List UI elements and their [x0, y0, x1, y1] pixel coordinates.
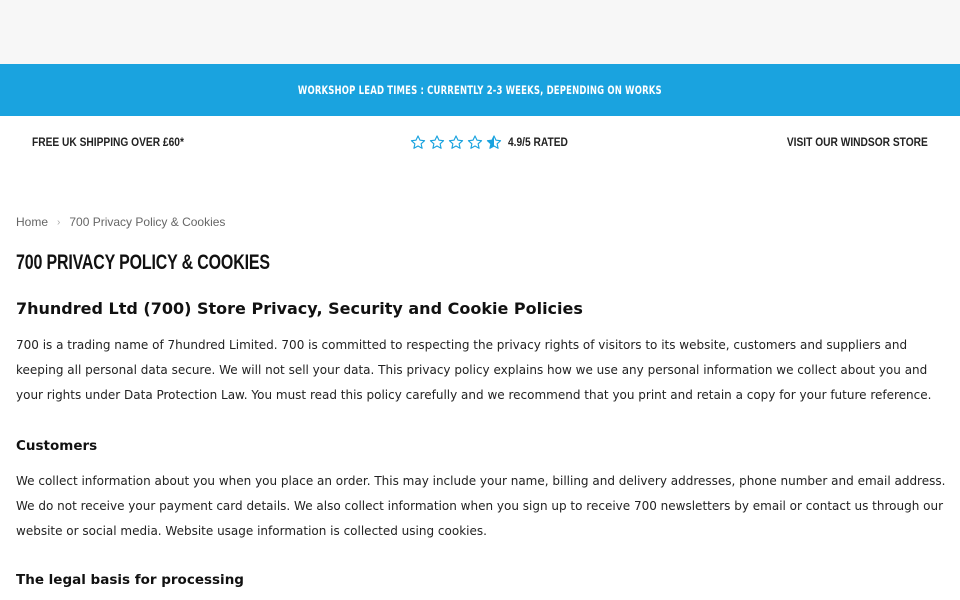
free-shipping-usp[interactable]: FREE UK SHIPPING OVER £60*	[32, 135, 184, 149]
usp-bar	[0, 116, 960, 170]
top-header-bar	[0, 0, 960, 64]
windsor-store-link[interactable]: VISIT OUR WINDSOR STORE	[787, 135, 928, 149]
star-icon	[410, 135, 426, 149]
rating-usp[interactable]	[410, 135, 578, 149]
announcement-bar	[0, 64, 960, 116]
star-icon	[448, 135, 464, 149]
announcement-text: WORKSHOP LEAD TIMES : CURRENTLY 2-3 WEEKS, DEPENDING ON WORKS	[298, 83, 662, 97]
page-title: 700 PRIVACY POLICY & COOKIES	[16, 251, 270, 274]
chevron-right-icon: ›	[57, 216, 61, 228]
customers-heading: Customers	[16, 438, 98, 454]
legal-basis-heading: The legal basis for processing	[16, 572, 244, 588]
breadcrumb-current: 700 Privacy Policy & Cookies	[69, 215, 226, 229]
customers-paragraph: We collect information about you when you place an order. This may include your name, billing and delivery addresses, phone number and email address. We do not receive your payment card details. We also collect information when you sign up to receive 700 newsletters by email or contact us through our website or social media. Website usage information is collected using cookies.	[16, 474, 946, 538]
rating-text: 4.9/5 RATED	[508, 135, 568, 149]
rating-stars	[410, 135, 502, 149]
breadcrumb	[16, 215, 225, 229]
breadcrumb-home-link[interactable]: Home	[16, 215, 49, 229]
page-subtitle: 7hundred Ltd (700) Store Privacy, Security and Cookie Policies	[16, 299, 583, 318]
star-half-icon	[486, 135, 502, 149]
star-icon	[429, 135, 445, 149]
star-icon	[467, 135, 483, 149]
intro-paragraph: 700 is a trading name of 7hundred Limited. 700 is committed to respecting the privacy rights of visitors to its website, customers and suppliers and keeping all personal data secure. We will not sell your data. This privacy policy explains how we use any personal information we collect about you and your rights under Data Protection Law. You must read this policy carefully and we recommend that you print and retain a copy for your future reference.	[16, 338, 932, 402]
